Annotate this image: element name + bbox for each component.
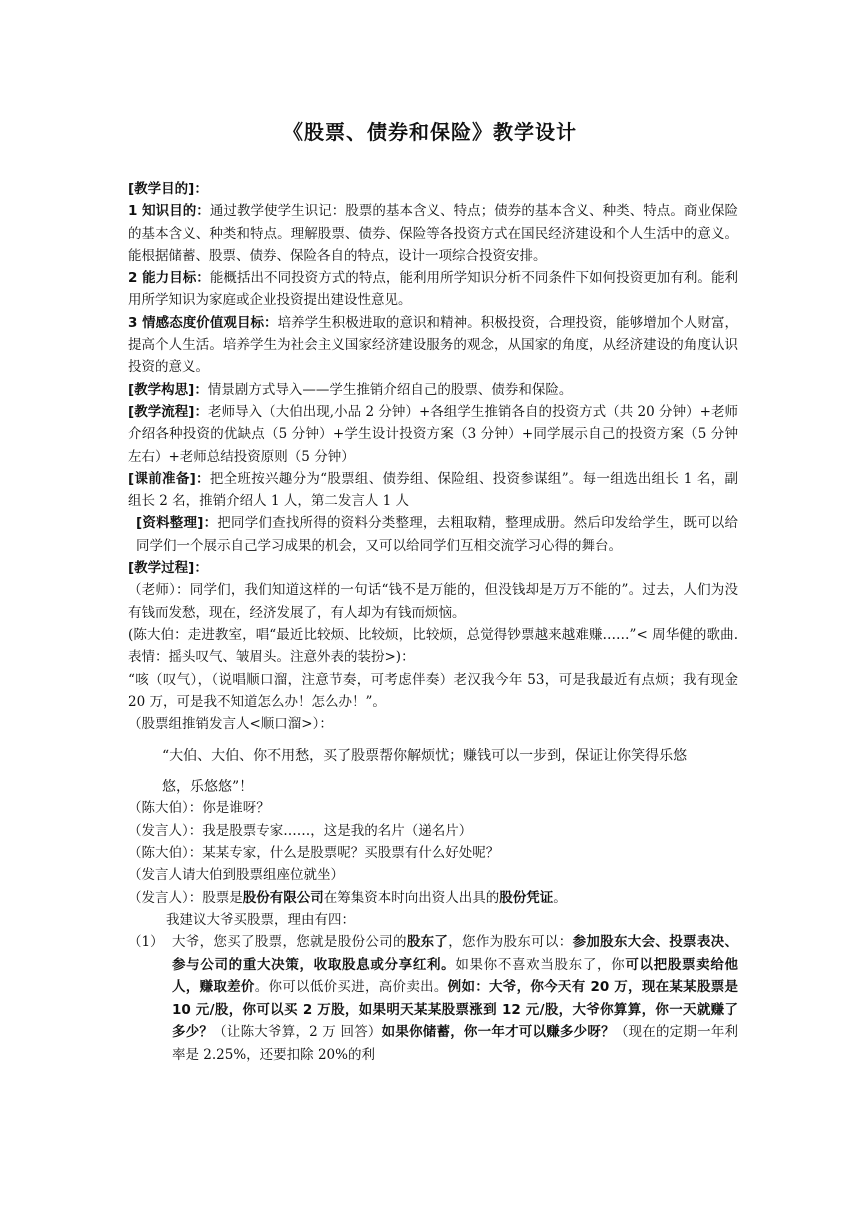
concept-label: [教学构思]：: [128, 381, 208, 398]
item1-t5: （让陈大爷算，2 万 回答）: [213, 1024, 382, 1041]
goals-heading: [教学目的]：: [128, 181, 208, 197]
material-text: 把同学们查找所得的资料分类整理，去粗取精，整理成册。然后印发给学生，既可以给同学们一个展示自己学习成果的机会，又可以给同学们互相交流学习心得的舞台。: [136, 515, 738, 554]
stock-rhyme-line-2: 悠，乐悠悠”！: [162, 779, 254, 796]
knowledge-goal-label: 1 知识目的：: [128, 203, 210, 220]
teaching-flow: [128, 401, 738, 468]
prep-label: [课前准备]：: [128, 470, 210, 487]
item1-b1: 股东了: [406, 934, 449, 951]
reason-item-text: [172, 931, 738, 1066]
teaching-concept: [128, 379, 738, 401]
item1-t1: 大爷，您买了股票，您就是股份公司的: [172, 934, 407, 951]
dialogue-line-1: （陈大伯）：你是谁呀？: [128, 800, 270, 817]
ability-goal-label: 2 能力目标：: [128, 270, 210, 287]
item1-b4: 例如：大爷，你今天有 20 万，现在某某股票是 10 元/股，你可以买 2 万股，如果明天某某股票涨到 12 元/股，大爷你算算，你一天就赚了多少？: [172, 979, 739, 1041]
stock-rhyme-line-1: “大伯、大伯、你不用愁，买了股票帮你解烦忧；赚钱可以一步到，保证让你笑得乐悠: [162, 748, 688, 765]
flow-label: [教学流程]：: [128, 403, 209, 420]
material-label: [资料整理]：: [136, 515, 218, 532]
dialogue-line-4: （发言人请大伯到股票组座位就坐）: [128, 867, 344, 884]
document-body: [128, 178, 738, 1066]
teacher-line: （老师）：同学们，我们知道这样的一句话“钱不是万能的，但没钱却是万万不能的”。过去，人们为没有钱而发愁，现在，经济发展了，有人却为有钱而烦恼。: [128, 582, 738, 621]
l5-bold-certificate: 股份凭证: [499, 889, 554, 906]
emotion-goal: [128, 312, 738, 379]
emotion-goal-label: 3 情感态度价值观目标：: [128, 314, 278, 331]
item1-b3: 可以把股票卖给他人，赚取差价: [172, 956, 739, 996]
process-heading: [教学过程]：: [128, 560, 208, 577]
emotion-goal-text: 培养学生积极进取的意识和精神。积极投资，合理投资，能够增加个人财富，提高个人生活。培养学生为社会主义国家经济建设服务的观念，从国家的角度，从经济建设的角度认识投资的意义。: [128, 314, 739, 376]
reason-item-1: [128, 931, 738, 1066]
uncle-enter: (陈大伯：走进教室，唱“最近比较烦、比较烦，比较烦，总觉得钞票越来越难赚……”< 周华健的歌曲.表情：摇头叹气、皱眉头。注意外表的装扮>)：: [128, 626, 738, 666]
reason-item-number: （1）: [128, 934, 164, 951]
class-preparation: [128, 468, 738, 513]
concept-text: 情景剧方式导入——学生推销介绍自己的股票、债券和保险。: [207, 381, 573, 398]
l5-text-a: （发言人）：股票是: [128, 889, 243, 906]
knowledge-goal-text: 通过教学使学生识记：股票的基本含义、特点；债券的基本含义、种类、特点。商业保险的基本含义、种类和特点。理解股票、债券、保险等各投资方式在国民经济建设和个人生活中的意义。能根据储蓄、股票、债券、保险各自的特点，设计一项综合投资安排。: [128, 203, 739, 264]
prep-text: 把全班按兴趣分为“股票组、债券组、保险组、投资参谋组”。每一组选出组长 1 名，副组长 2 名，推销介绍人 1 人，第二发言人 1 人: [128, 470, 739, 510]
item1-t2: ，您作为股东可以：: [448, 934, 573, 951]
item1-t6: （现在的定期一年利率是 2.25%，还要扣除 20%的利: [172, 1024, 739, 1063]
item1-t3: 如果你不喜欢当股东了，你: [455, 956, 626, 973]
item1-b2: 参加股东大会、投票表决、参与公司的重大决策，收取股息或分享红利。: [172, 934, 738, 973]
dialogue-line-5: [128, 887, 738, 909]
stock-speaker-label: （股票组推销发言人<顺口溜>）：: [128, 716, 333, 733]
l5-text-c: 在筹集资本时向出资人出具的: [323, 889, 500, 906]
ability-goal-text: 能概括出不同投资方式的特点，能利用所学知识分析不同条件下如何投资更加有利。能利用所学知识为家庭或企业投资提出建设性意见。: [128, 270, 739, 309]
item1-t4: 。你可以低价买进，高价卖出。: [254, 979, 448, 996]
dialogue-line-6: 我建议大爷买股票，理由有四：: [166, 911, 355, 928]
material-organization: [128, 512, 738, 557]
knowledge-goal: [128, 200, 738, 267]
l5-bold-company: 股份有限公司: [242, 889, 324, 906]
dialogue-line-2: （发言人）：我是股票专家……，这是我的名片（递名片）: [128, 822, 473, 839]
uncle-line: “咳（叹气），（说唱顺口溜，注意节奏，可考虑伴奏）老汉我今年 53，可是我最近有点烦；我有现金 20 万，可是我不知道怎么办！怎么办！”。: [128, 671, 738, 710]
item1-b5: 如果你储蓄，你一年才可以赚多少呀？: [381, 1024, 615, 1041]
document-title: 《股票、债券和保险》教学设计: [283, 120, 577, 144]
l5-text-e: 。: [553, 889, 567, 906]
flow-text: 老师导入（大伯出现,小品 2 分钟）+各组学生推销各自的投资方式（共 20 分钟）+老师介绍各种投资的优缺点（5 分钟）+学生设计投资方案（3 分钟）+同学展示自己的投资方案（5 分钟左右）+老师总结投资原则（5 分钟）: [128, 403, 738, 465]
ability-goal: [128, 267, 738, 312]
dialogue-line-3: （陈大伯）：某某专家，什么是股票呢？买股票有什么好处呢？: [128, 845, 500, 862]
